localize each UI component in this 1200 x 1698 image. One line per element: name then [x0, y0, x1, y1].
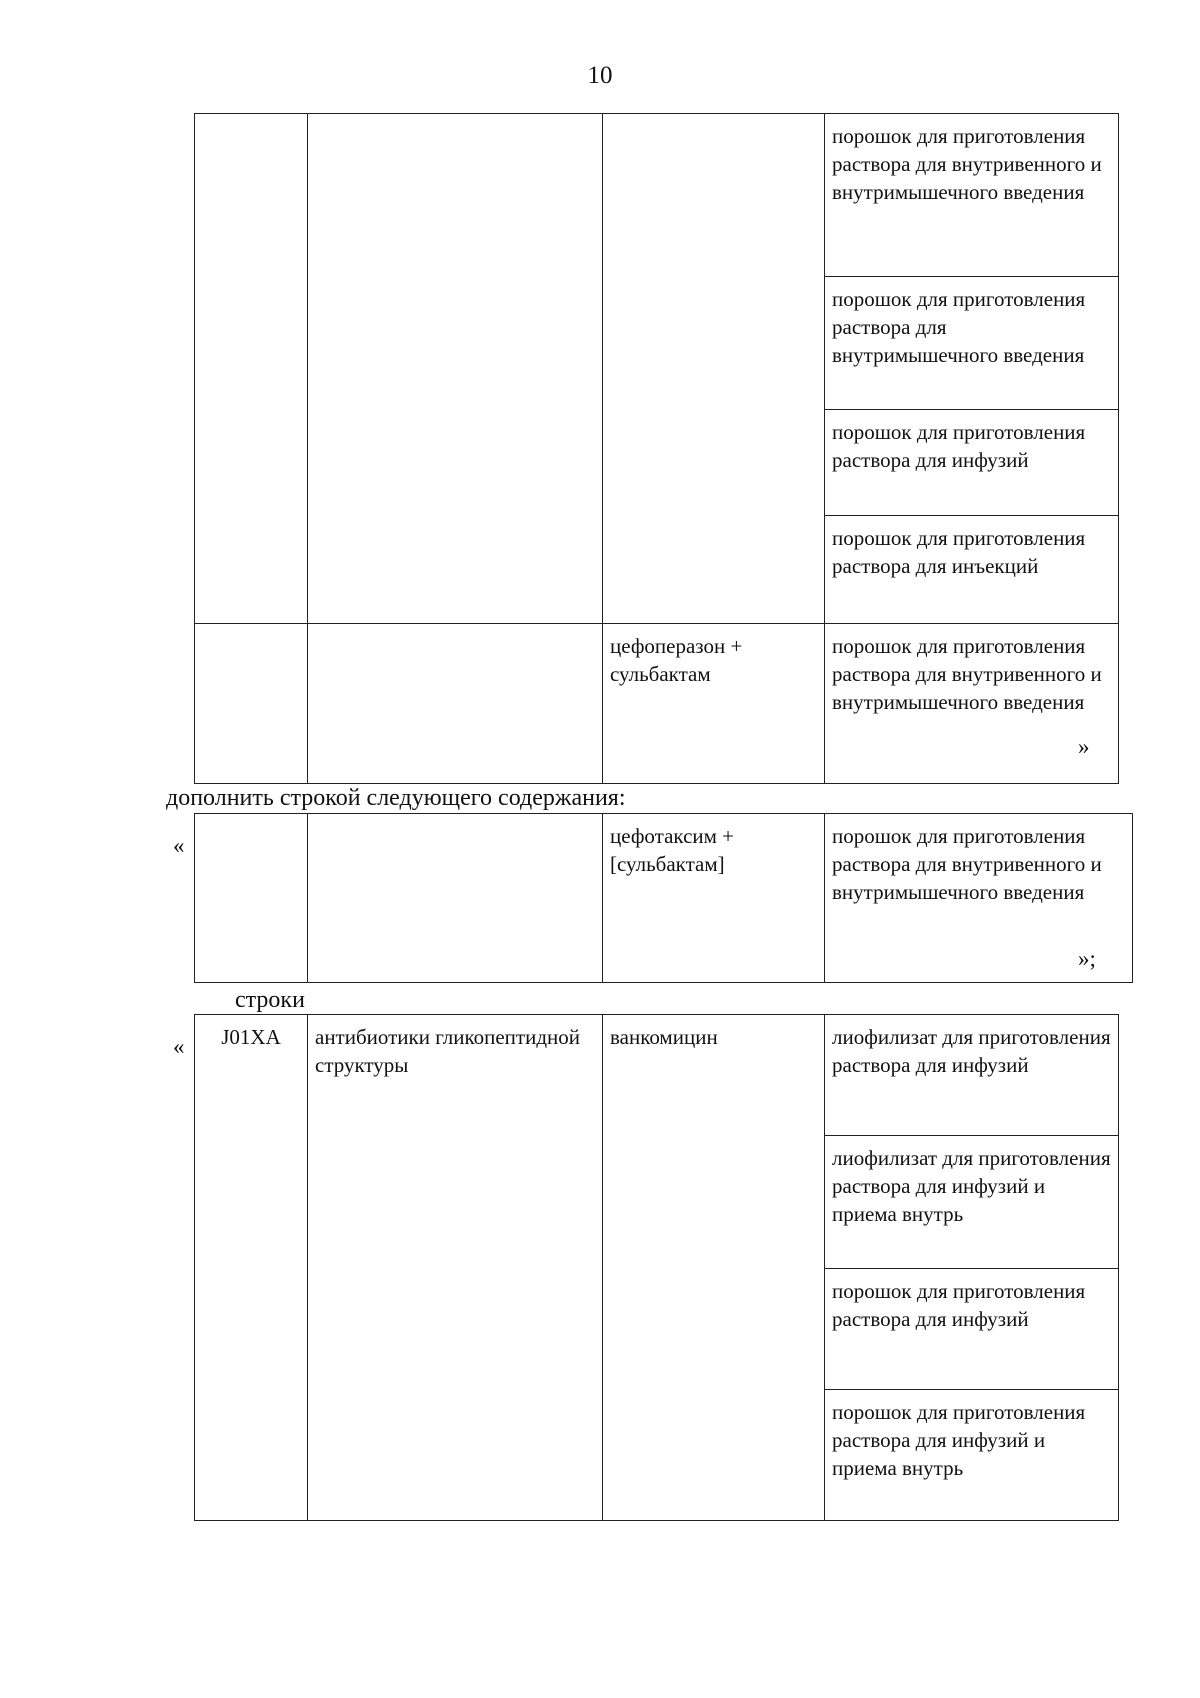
dosage-form: порошок для приготовления раствора для инфузий	[825, 1268, 1118, 1389]
dosage-form: порошок для приготовления раствора для внутримышечного введения	[825, 276, 1118, 409]
page-number: 10	[587, 62, 613, 89]
forms-cell	[825, 1015, 1119, 1521]
dosage-form: порошок для приготовления раствора для инфузий	[825, 409, 1118, 515]
drug-cell: ванкомицин	[603, 1015, 825, 1521]
dosage-form: порошок для приготовления раствора для инфузий и приема внутрь	[825, 1389, 1118, 1520]
amendment-text: дополнить строкой следующего содержания:	[166, 785, 626, 811]
closing-quote: »;	[1078, 946, 1096, 971]
code-cell	[195, 814, 308, 983]
group-cell	[308, 814, 603, 983]
closing-quote: »	[1078, 734, 1090, 759]
table-new-row	[194, 813, 1133, 983]
amendment-text: строки	[235, 987, 305, 1013]
table-continued	[194, 113, 1119, 784]
table-row	[195, 1015, 1119, 1521]
drug-cell	[603, 114, 825, 624]
table-row	[195, 624, 1119, 784]
opening-quote: «	[173, 833, 185, 858]
dosage-form: порошок для приготовления раствора для внутривенного и внутримышечного введения	[832, 124, 1102, 204]
dosage-form: лиофилизат для приготовления раствора для инфузий и приема внутрь	[825, 1135, 1118, 1268]
table-rows	[194, 1014, 1119, 1521]
group-cell	[308, 114, 603, 624]
group-cell: антибиотики гликопептидной структуры	[308, 1015, 603, 1521]
table-row	[195, 814, 1133, 983]
forms-cell	[825, 114, 1119, 624]
dosage-form: лиофилизат для приготовления раствора для инфузий	[832, 1025, 1111, 1077]
code-cell	[195, 114, 308, 624]
opening-quote: «	[173, 1034, 185, 1059]
code-cell	[195, 624, 308, 784]
dosage-form: порошок для приготовления раствора для инъекций	[825, 515, 1118, 623]
drug-cell: цефотаксим + [сульбактам]	[603, 814, 825, 983]
dosage-form: порошок для приготовления раствора для внутривенного и внутримышечного введения	[825, 814, 1133, 983]
code-cell: J01XA	[195, 1015, 308, 1521]
group-cell	[308, 624, 603, 784]
table-row	[195, 114, 1119, 624]
drug-cell: цефоперазон + сульбактам	[603, 624, 825, 784]
dosage-form: порошок для приготовления раствора для внутривенного и внутримышечного введения	[825, 624, 1119, 784]
